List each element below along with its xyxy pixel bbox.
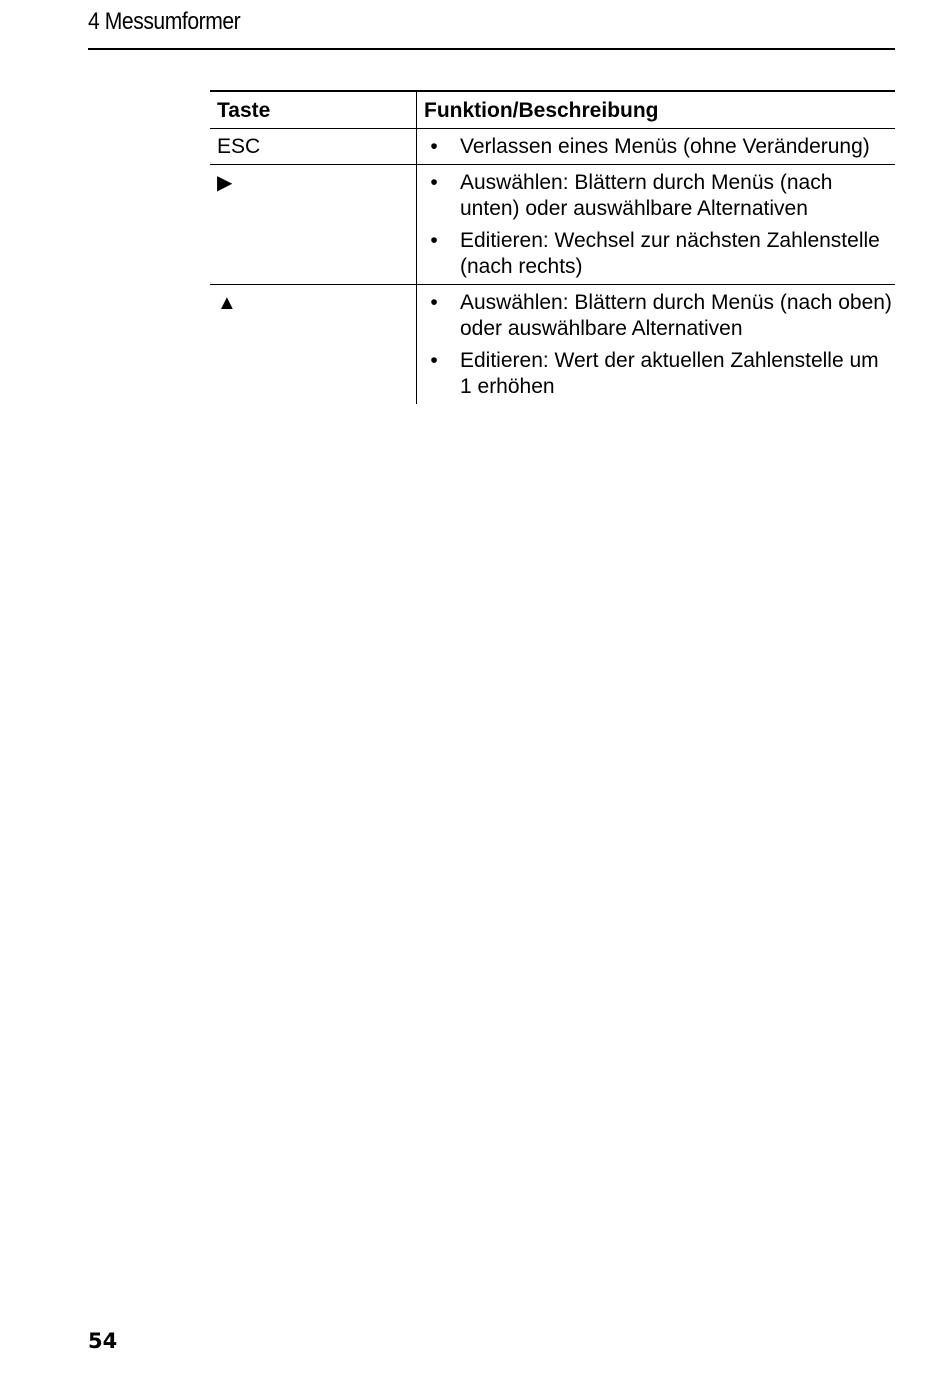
table-header-row [210, 91, 895, 129]
table-row-arrow-right [210, 165, 895, 285]
key-cell [210, 285, 417, 405]
column-header-function: Funktion/Beschreibung [417, 91, 896, 129]
function-text: Editieren: Wert der aktuellen Zahlenstelle um 1 erhöhen [460, 349, 879, 398]
arrow-up-icon: ▲ [217, 292, 237, 314]
key-cell [210, 165, 417, 285]
function-text: Auswählen: Blättern durch Menüs (nach oben) oder auswählbare Alternativen [460, 291, 892, 340]
function-list [424, 290, 895, 400]
list-item [424, 348, 895, 400]
list-item [424, 134, 895, 160]
bullet-glyph: • [430, 135, 438, 158]
bullet-glyph: • [430, 229, 438, 252]
function-text: Auswählen: Blättern durch Menüs (nach unten) oder auswählbare Alternativen [460, 171, 833, 220]
bullet-glyph: • [430, 349, 438, 372]
header-divider [88, 48, 895, 50]
table-row-esc [210, 129, 895, 165]
key-function-table [210, 90, 895, 404]
key-cell [210, 129, 417, 165]
column-header-key: Taste [210, 91, 417, 129]
function-text: Verlassen eines Menüs (ohne Veränderung) [460, 135, 870, 158]
page-number: 54 [88, 1329, 118, 1353]
bullet-glyph: • [430, 171, 438, 194]
bullet-glyph: • [430, 291, 438, 314]
function-cell [417, 129, 896, 165]
list-item [424, 170, 895, 222]
key-label-esc: ESC [217, 135, 261, 158]
list-item [424, 228, 895, 280]
function-list [424, 170, 895, 280]
function-cell [417, 165, 896, 285]
function-list [424, 134, 895, 160]
function-cell [417, 285, 896, 405]
list-item [424, 290, 895, 342]
page-header-title: 4 Messumformer [88, 8, 241, 35]
function-text: Editieren: Wechsel zur nächsten Zahlenstelle (nach rechts) [460, 229, 880, 278]
table-row-arrow-up [210, 285, 895, 405]
arrow-right-icon: ▶ [217, 172, 233, 194]
